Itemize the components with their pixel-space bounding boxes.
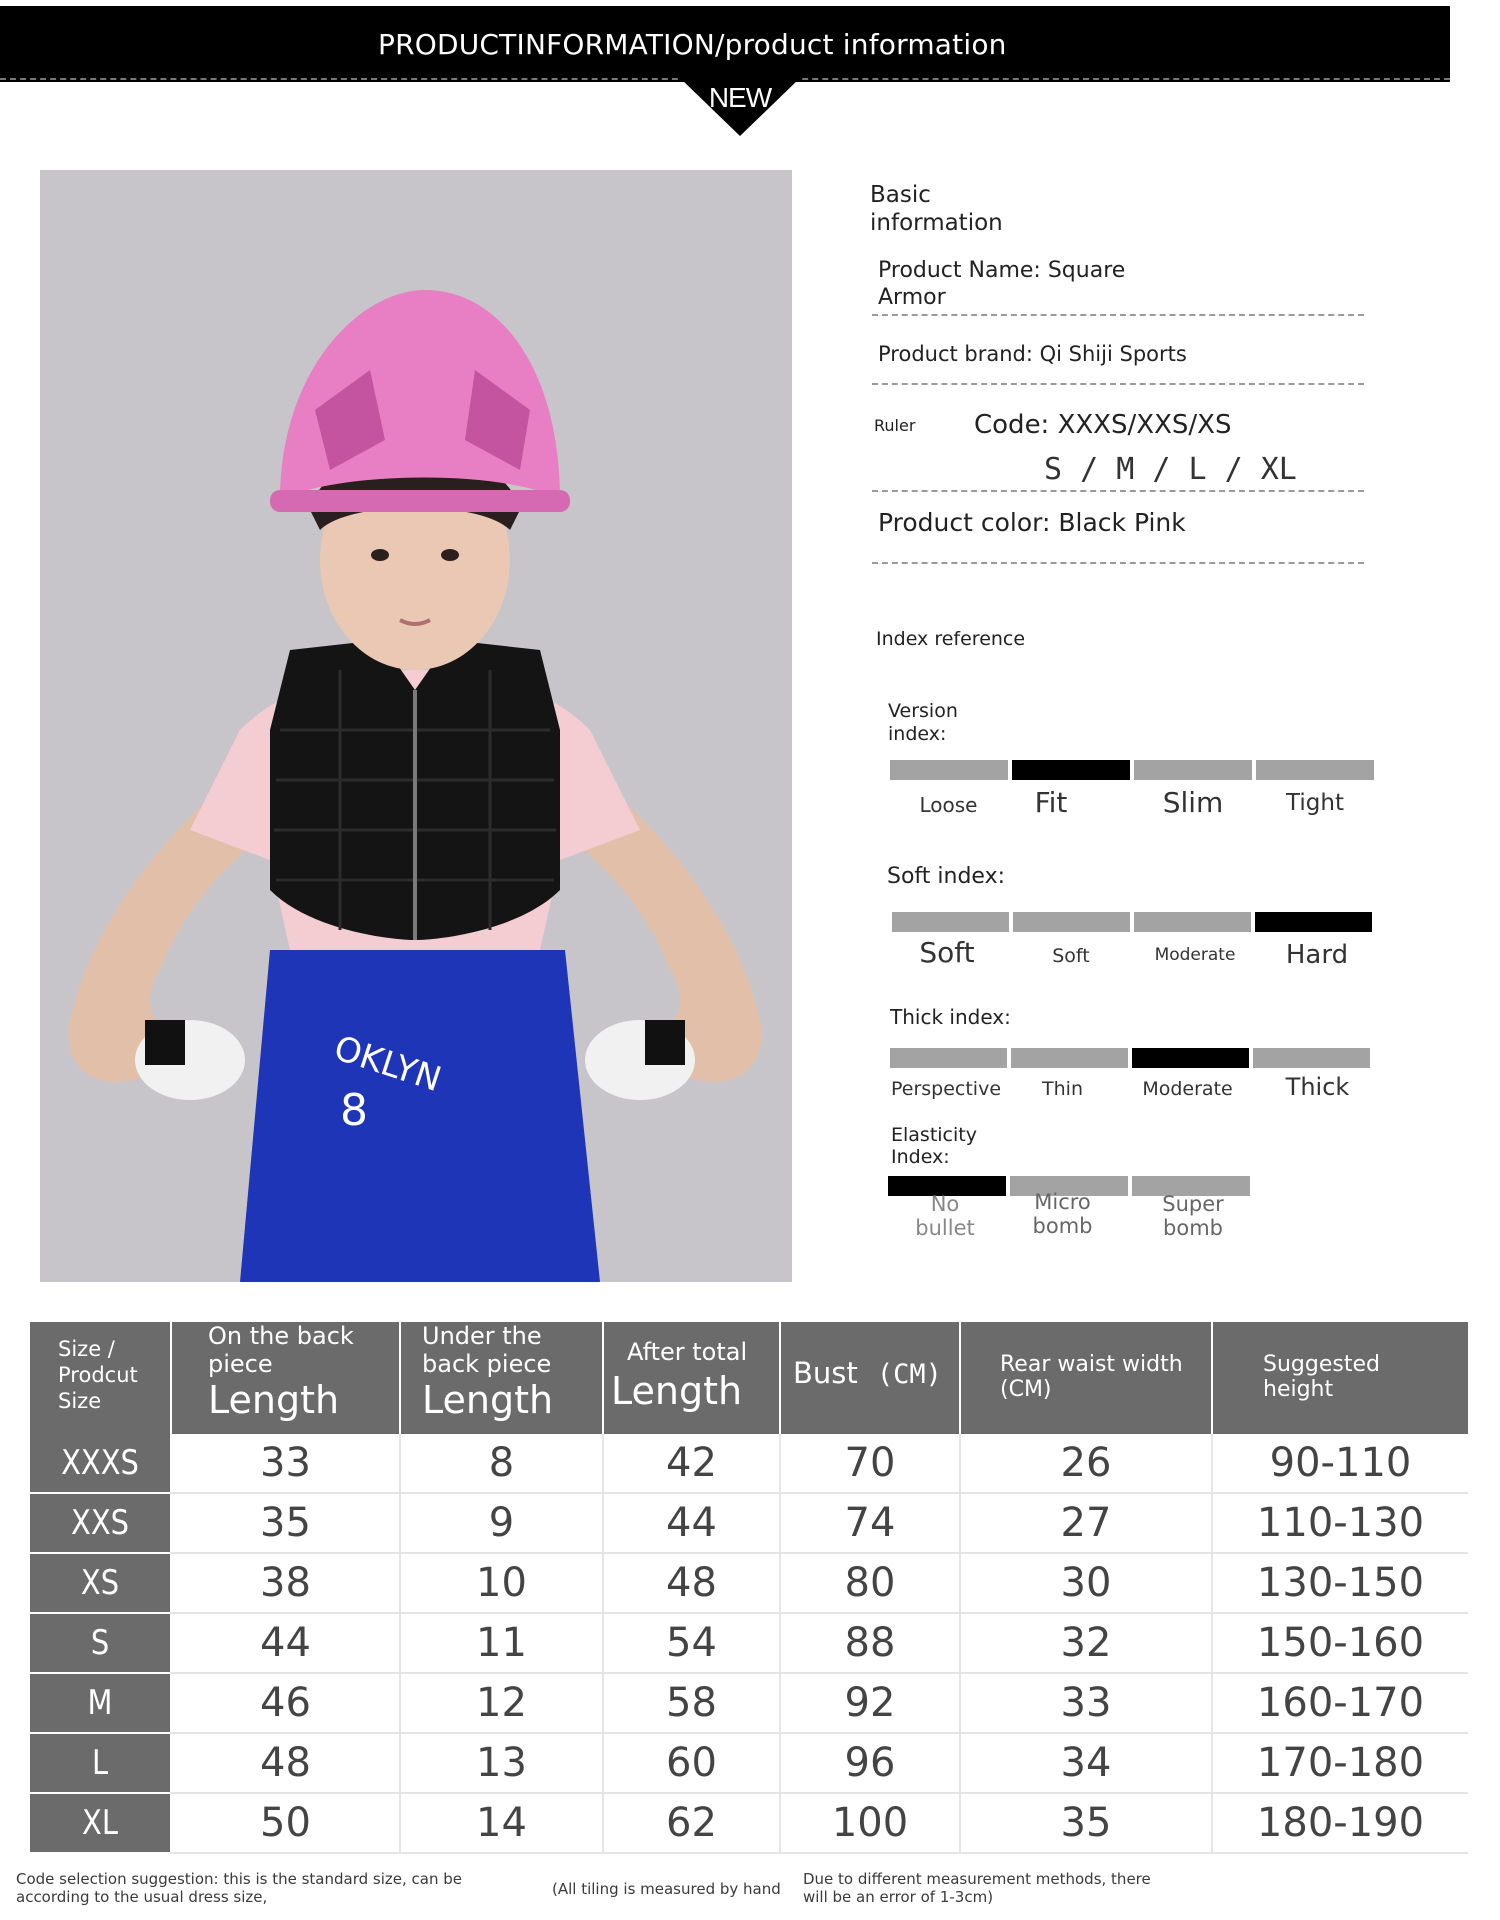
size-code-line-1: Code: XXXS/XXS/XS xyxy=(974,410,1232,440)
elasticity-index-title-2: Index: xyxy=(891,1146,950,1168)
header-height-line-1: Suggested xyxy=(1263,1352,1380,1377)
footer-measured: (All tiling is measured by hand xyxy=(552,1880,781,1898)
cell-under: 12 xyxy=(476,1680,527,1726)
cell-bust: 74 xyxy=(844,1500,896,1546)
header-size-line-1: Size / xyxy=(58,1337,115,1361)
scale-segment xyxy=(892,912,1009,932)
size-table-body xyxy=(30,1434,1468,1854)
soft-index-title: Soft index: xyxy=(887,864,1006,889)
soft-label-1: Soft xyxy=(919,936,975,969)
header-separator xyxy=(779,1322,781,1434)
header-size xyxy=(58,1336,138,1448)
cell-back: 46 xyxy=(260,1680,311,1726)
thick-label-3: Moderate xyxy=(1142,1078,1233,1100)
table-row xyxy=(30,1494,1468,1554)
column-divider xyxy=(602,1794,604,1854)
size-code-line-2: S / M / L / XL xyxy=(1044,452,1297,487)
basic-info-heading-2: information xyxy=(870,210,1003,236)
version-label-loose: Loose xyxy=(919,793,978,817)
soft-label-2: Soft xyxy=(1052,945,1090,967)
column-divider xyxy=(399,1794,401,1854)
cell-height: 180-190 xyxy=(1256,1800,1425,1846)
elasticity-index-title-1: Elasticity xyxy=(891,1124,977,1146)
thick-label-1: Perspective xyxy=(890,1078,1002,1100)
scale-segment xyxy=(890,760,1008,780)
cell-bust: 88 xyxy=(844,1620,896,1666)
cell-waist: 30 xyxy=(1060,1560,1112,1606)
header-back-piece-line-2: piece xyxy=(208,1350,273,1378)
cell-back: 50 xyxy=(260,1800,311,1846)
footer-suggestion-line-2: according to the usual dress size, xyxy=(16,1888,268,1906)
column-divider xyxy=(779,1434,781,1494)
page-title: PRODUCTINFORMATION/product information xyxy=(378,28,1007,61)
column-divider xyxy=(779,1554,781,1614)
cell-back: 48 xyxy=(260,1740,311,1786)
cell-waist: 26 xyxy=(1060,1440,1112,1486)
cell-under: 13 xyxy=(476,1740,527,1786)
product-photo xyxy=(40,170,792,1282)
footer-error-line-2: will be an error of 1-3cm) xyxy=(803,1888,994,1906)
size-table-header xyxy=(30,1322,1468,1434)
elasticity-label-1-line-2: bullet xyxy=(915,1216,975,1240)
column-divider xyxy=(959,1434,961,1494)
column-divider xyxy=(959,1614,961,1674)
header-separator xyxy=(399,1322,401,1434)
product-name-line-1: Product Name: Square xyxy=(878,258,1126,283)
cell-under: 14 xyxy=(476,1800,527,1846)
column-divider xyxy=(959,1494,961,1554)
cell-height: 110-130 xyxy=(1256,1500,1425,1546)
cell-back: 38 xyxy=(260,1560,311,1606)
soft-index-scale xyxy=(892,912,1372,932)
column-divider xyxy=(399,1674,401,1734)
cell-under: 9 xyxy=(488,1500,515,1546)
cell-waist: 35 xyxy=(1060,1800,1112,1846)
cell-bust: 80 xyxy=(844,1560,896,1606)
version-index-title-1: Version xyxy=(888,700,958,722)
column-divider xyxy=(959,1734,961,1794)
cell-bust: 92 xyxy=(844,1680,896,1726)
version-label-slim: Slim xyxy=(1162,786,1224,819)
cell-total: 42 xyxy=(666,1440,717,1486)
scale-segment xyxy=(1134,912,1251,932)
thick-index-title: Thick index: xyxy=(890,1005,1011,1029)
header-total-line-1: After total xyxy=(627,1338,748,1366)
version-label-tight: Tight xyxy=(1286,790,1344,816)
product-color: Product color: Black Pink xyxy=(878,508,1186,537)
column-divider xyxy=(779,1794,781,1854)
column-divider xyxy=(1211,1734,1213,1794)
size-cell: L xyxy=(91,1743,109,1783)
cell-waist: 33 xyxy=(1060,1680,1112,1726)
cell-height: 170-180 xyxy=(1256,1740,1425,1786)
table-row xyxy=(30,1734,1468,1794)
index-reference-heading: Index reference xyxy=(876,628,1026,650)
thick-label-4: Thick xyxy=(1285,1073,1350,1101)
table-row xyxy=(30,1434,1468,1494)
header-back-piece-line-1: On the back xyxy=(208,1322,354,1350)
size-table xyxy=(30,1322,1468,1854)
header-size-line-3: Size xyxy=(58,1389,102,1413)
column-divider xyxy=(779,1614,781,1674)
column-divider xyxy=(399,1554,401,1614)
scale-segment xyxy=(1132,1048,1249,1068)
header-separator xyxy=(959,1322,961,1434)
column-divider xyxy=(959,1794,961,1854)
scale-segment xyxy=(1255,912,1372,932)
product-name-line-2: Armor xyxy=(878,285,946,310)
header-bust-unit: (CM) xyxy=(876,1359,942,1390)
column-divider xyxy=(1211,1794,1213,1854)
elasticity-label-1-line-1: No xyxy=(930,1192,960,1216)
header-back-piece xyxy=(208,1322,354,1434)
soft-label-3: Moderate xyxy=(1154,945,1236,965)
divider xyxy=(872,314,1364,316)
child-wearing-vest-illustration xyxy=(40,170,792,1282)
table-row xyxy=(30,1554,1468,1614)
cell-height: 150-160 xyxy=(1256,1620,1425,1666)
cell-total: 60 xyxy=(666,1740,717,1786)
elasticity-label-2-line-2: bomb xyxy=(1032,1214,1093,1238)
elasticity-label-2 xyxy=(1020,1190,1105,1238)
cell-under: 11 xyxy=(476,1620,527,1666)
table-row xyxy=(30,1674,1468,1734)
header-waist-line-2: (CM) xyxy=(1000,1377,1052,1402)
column-divider xyxy=(779,1734,781,1794)
column-divider xyxy=(602,1674,604,1734)
cell-total: 58 xyxy=(666,1680,717,1726)
new-badge-label: NEW xyxy=(708,82,772,113)
header-under-back-length: Length xyxy=(422,1378,554,1422)
footer-error-line-1: Due to different measurement methods, there xyxy=(803,1870,1151,1888)
footer-suggestion xyxy=(16,1870,462,1906)
thick-index-scale xyxy=(890,1048,1370,1068)
column-divider xyxy=(959,1674,961,1734)
header-banner xyxy=(0,6,1450,82)
size-cell: XXXS xyxy=(61,1443,139,1483)
size-cell: XS xyxy=(80,1563,120,1603)
cell-under: 10 xyxy=(476,1560,527,1606)
cell-total: 54 xyxy=(666,1620,717,1666)
header-separator xyxy=(1211,1322,1213,1434)
header-bust-label: Bust xyxy=(793,1356,858,1390)
header-under-back-line-2: back piece xyxy=(422,1350,552,1378)
cell-under: 8 xyxy=(488,1440,515,1486)
header-under-back xyxy=(422,1322,553,1434)
header-back-piece-length: Length xyxy=(208,1378,340,1422)
column-divider xyxy=(602,1734,604,1794)
product-brand: Product brand: Qi Shiji Sports xyxy=(878,342,1187,366)
cell-height: 160-170 xyxy=(1256,1680,1425,1726)
column-divider xyxy=(1211,1554,1213,1614)
column-divider xyxy=(779,1674,781,1734)
column-divider xyxy=(1211,1494,1213,1554)
scale-segment xyxy=(1012,760,1130,780)
column-divider xyxy=(602,1554,604,1614)
svg-text:8: 8 xyxy=(340,1085,368,1136)
ruler-label: Ruler xyxy=(874,416,916,435)
cell-back: 33 xyxy=(260,1440,311,1486)
footer-error xyxy=(803,1870,1151,1906)
size-cell: S xyxy=(90,1623,110,1663)
divider xyxy=(872,562,1364,564)
thick-label-2: Thin xyxy=(1042,1078,1083,1100)
column-divider xyxy=(399,1614,401,1674)
cell-back: 35 xyxy=(260,1500,311,1546)
header-total-length: Length xyxy=(611,1369,743,1413)
version-index-scale xyxy=(890,760,1374,780)
scale-segment xyxy=(1253,1048,1370,1068)
header-size-line-2: Prodcut xyxy=(58,1363,138,1387)
header-height-line-2: height xyxy=(1263,1377,1334,1402)
cell-waist: 32 xyxy=(1060,1620,1112,1666)
cell-back: 44 xyxy=(260,1620,311,1666)
column-divider xyxy=(399,1434,401,1494)
header-separator xyxy=(170,1322,172,1434)
cell-bust: 100 xyxy=(831,1800,909,1846)
column-divider xyxy=(779,1494,781,1554)
version-index-title-2: index: xyxy=(888,723,947,745)
column-divider xyxy=(602,1434,604,1494)
column-divider xyxy=(399,1494,401,1554)
column-divider xyxy=(1211,1614,1213,1674)
soft-label-4: Hard xyxy=(1285,940,1349,970)
column-divider xyxy=(1211,1674,1213,1734)
size-cell: M xyxy=(87,1683,113,1723)
cell-waist: 34 xyxy=(1060,1740,1112,1786)
cell-total: 62 xyxy=(666,1800,717,1846)
elasticity-label-3-line-2: bomb xyxy=(1163,1216,1223,1240)
cell-total: 48 xyxy=(666,1560,717,1606)
elasticity-label-2-line-1: Micro xyxy=(1034,1190,1091,1214)
column-divider xyxy=(399,1734,401,1794)
size-cell: XL xyxy=(82,1803,118,1843)
basic-info-heading-1: Basic xyxy=(870,182,931,208)
scale-segment xyxy=(1013,912,1130,932)
table-row xyxy=(30,1614,1468,1674)
cell-height: 90-110 xyxy=(1269,1440,1412,1486)
cell-bust: 96 xyxy=(844,1740,896,1786)
version-label-fit: Fit xyxy=(1034,786,1068,819)
divider xyxy=(872,383,1364,385)
table-row xyxy=(30,1794,1468,1854)
elasticity-label-1 xyxy=(900,1192,990,1240)
footer-suggestion-line-1: Code selection suggestion: this is the standard size, can be xyxy=(16,1870,462,1888)
size-cell: XXS xyxy=(71,1503,129,1543)
divider xyxy=(872,490,1364,492)
header-separator xyxy=(602,1322,604,1434)
cell-total: 44 xyxy=(666,1500,717,1546)
column-divider xyxy=(602,1494,604,1554)
scale-segment xyxy=(1134,760,1252,780)
elasticity-label-3 xyxy=(1148,1192,1238,1240)
column-divider xyxy=(959,1554,961,1614)
column-divider xyxy=(1211,1434,1213,1494)
scale-segment xyxy=(1011,1048,1128,1068)
header-under-back-line-1: Under the xyxy=(422,1322,542,1350)
header-waist-line-1: Rear waist width xyxy=(1000,1352,1183,1377)
row-divider xyxy=(170,1852,1468,1854)
cell-bust: 70 xyxy=(844,1440,896,1486)
scale-segment xyxy=(1256,760,1374,780)
elasticity-label-3-line-1: Super xyxy=(1162,1192,1224,1216)
column-divider xyxy=(602,1614,604,1674)
new-badge xyxy=(680,78,800,136)
cell-height: 130-150 xyxy=(1256,1560,1425,1606)
cell-waist: 27 xyxy=(1060,1500,1112,1546)
scale-segment xyxy=(890,1048,1007,1068)
svg-text:OKLYN: OKLYN xyxy=(329,1028,446,1101)
